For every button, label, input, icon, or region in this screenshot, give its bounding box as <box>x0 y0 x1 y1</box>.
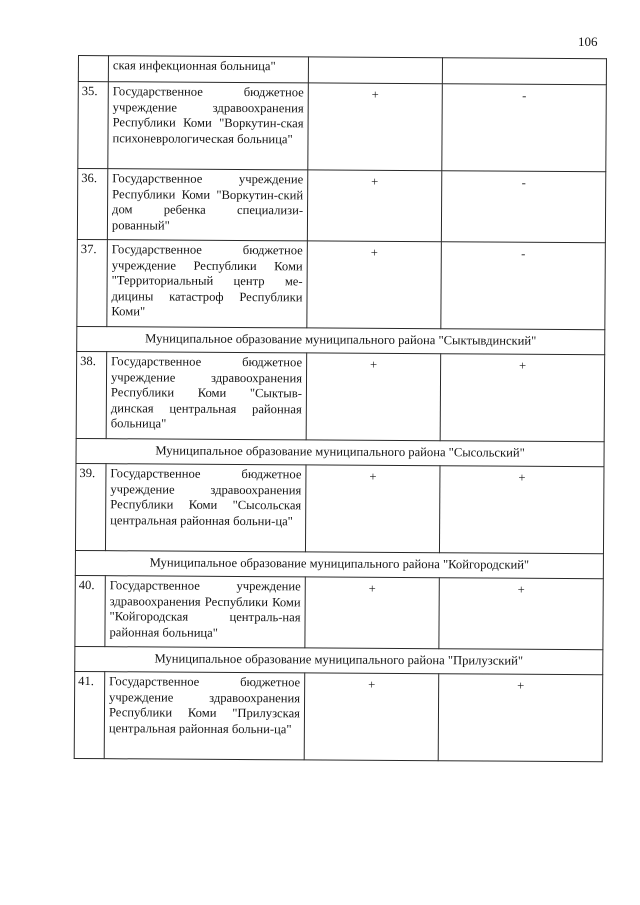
table-row-continuation <box>78 56 606 85</box>
column-a-mark-cell: + <box>304 673 439 761</box>
table-row <box>77 239 606 329</box>
column-b-mark-cell: + <box>439 578 603 650</box>
column-a-mark-cell: + <box>307 170 441 242</box>
row-number-cell: 39. <box>75 463 106 550</box>
row-number-cell: 36. <box>77 169 107 240</box>
table-row <box>77 169 605 243</box>
institution-name-cell: Государственное бюджетное учреждение здравоохранения Республики Коми "Прилузская центральная районная больни-ца" <box>104 672 305 760</box>
column-a-mark-cell <box>308 57 442 84</box>
table-row <box>76 351 605 441</box>
row-number-cell: 37. <box>77 239 108 326</box>
institutions-table <box>74 55 607 762</box>
column-b-mark-cell: + <box>438 674 603 762</box>
table-row <box>74 671 603 761</box>
section-title: Муниципальное образование муниципального района "Сыктывдинский" <box>77 326 605 354</box>
row-number-cell: 40. <box>75 575 105 646</box>
section-row <box>76 438 604 466</box>
section-title: Муниципальное образование муниципального района "Прилузский" <box>75 646 603 674</box>
section-title: Муниципальное образование муниципального района "Койгородский" <box>75 550 603 578</box>
institution-name-cell: Государственное бюджетное учреждение здравоохранения Республики Коми "Воркутин-ская психоневрологическая больница" <box>108 82 309 170</box>
institution-name-cell: Государственное учреждение здравоохранения Республики Коми "Койгородская централь-ная районная больница" <box>105 576 305 648</box>
section-row <box>75 646 603 674</box>
institution-name-cell: Государственное бюджетное учреждение здравоохранения Республики Коми "Сыктыв-динская центральная районная больница" <box>106 352 307 440</box>
institution-name-cell: Государственное бюджетное учреждение здравоохранения Республики Коми "Сысольская центральная районная больни-ца" <box>105 464 306 552</box>
section-title: Муниципальное образование муниципального района "Сысольский" <box>76 438 604 466</box>
table-row <box>78 82 607 172</box>
column-a-mark-cell: + <box>308 83 443 171</box>
page-number: 106 <box>578 34 598 49</box>
column-b-mark-cell: - <box>442 84 607 172</box>
column-b-mark-cell <box>442 58 606 85</box>
institution-name-cell: ская инфекционная больница" <box>108 56 308 83</box>
row-number-cell <box>78 56 108 82</box>
column-b-mark-cell: + <box>440 354 605 442</box>
column-a-mark-cell: + <box>305 577 439 649</box>
institution-name-cell: Государственное бюджетное учреждение Республики Коми "Территориальный центр ме-дицины катастроф Республики Коми" <box>107 240 308 328</box>
section-row <box>75 550 603 578</box>
column-b-mark-cell: - <box>441 171 605 243</box>
section-row <box>77 326 605 354</box>
row-number-cell: 38. <box>76 351 107 438</box>
institution-name-cell: Государственное учреждение Республики Коми "Воркутин-ский дом ребенка специализи-рованный" <box>107 169 307 241</box>
column-a-mark-cell: + <box>305 465 440 553</box>
row-number-cell: 41. <box>74 671 105 758</box>
column-b-mark-cell: - <box>441 242 606 330</box>
row-number-cell: 35. <box>78 82 109 169</box>
table-row <box>75 575 603 649</box>
column-a-mark-cell: + <box>307 241 442 329</box>
table-row <box>75 463 604 553</box>
column-a-mark-cell: + <box>306 353 441 441</box>
column-b-mark-cell: + <box>439 466 604 554</box>
